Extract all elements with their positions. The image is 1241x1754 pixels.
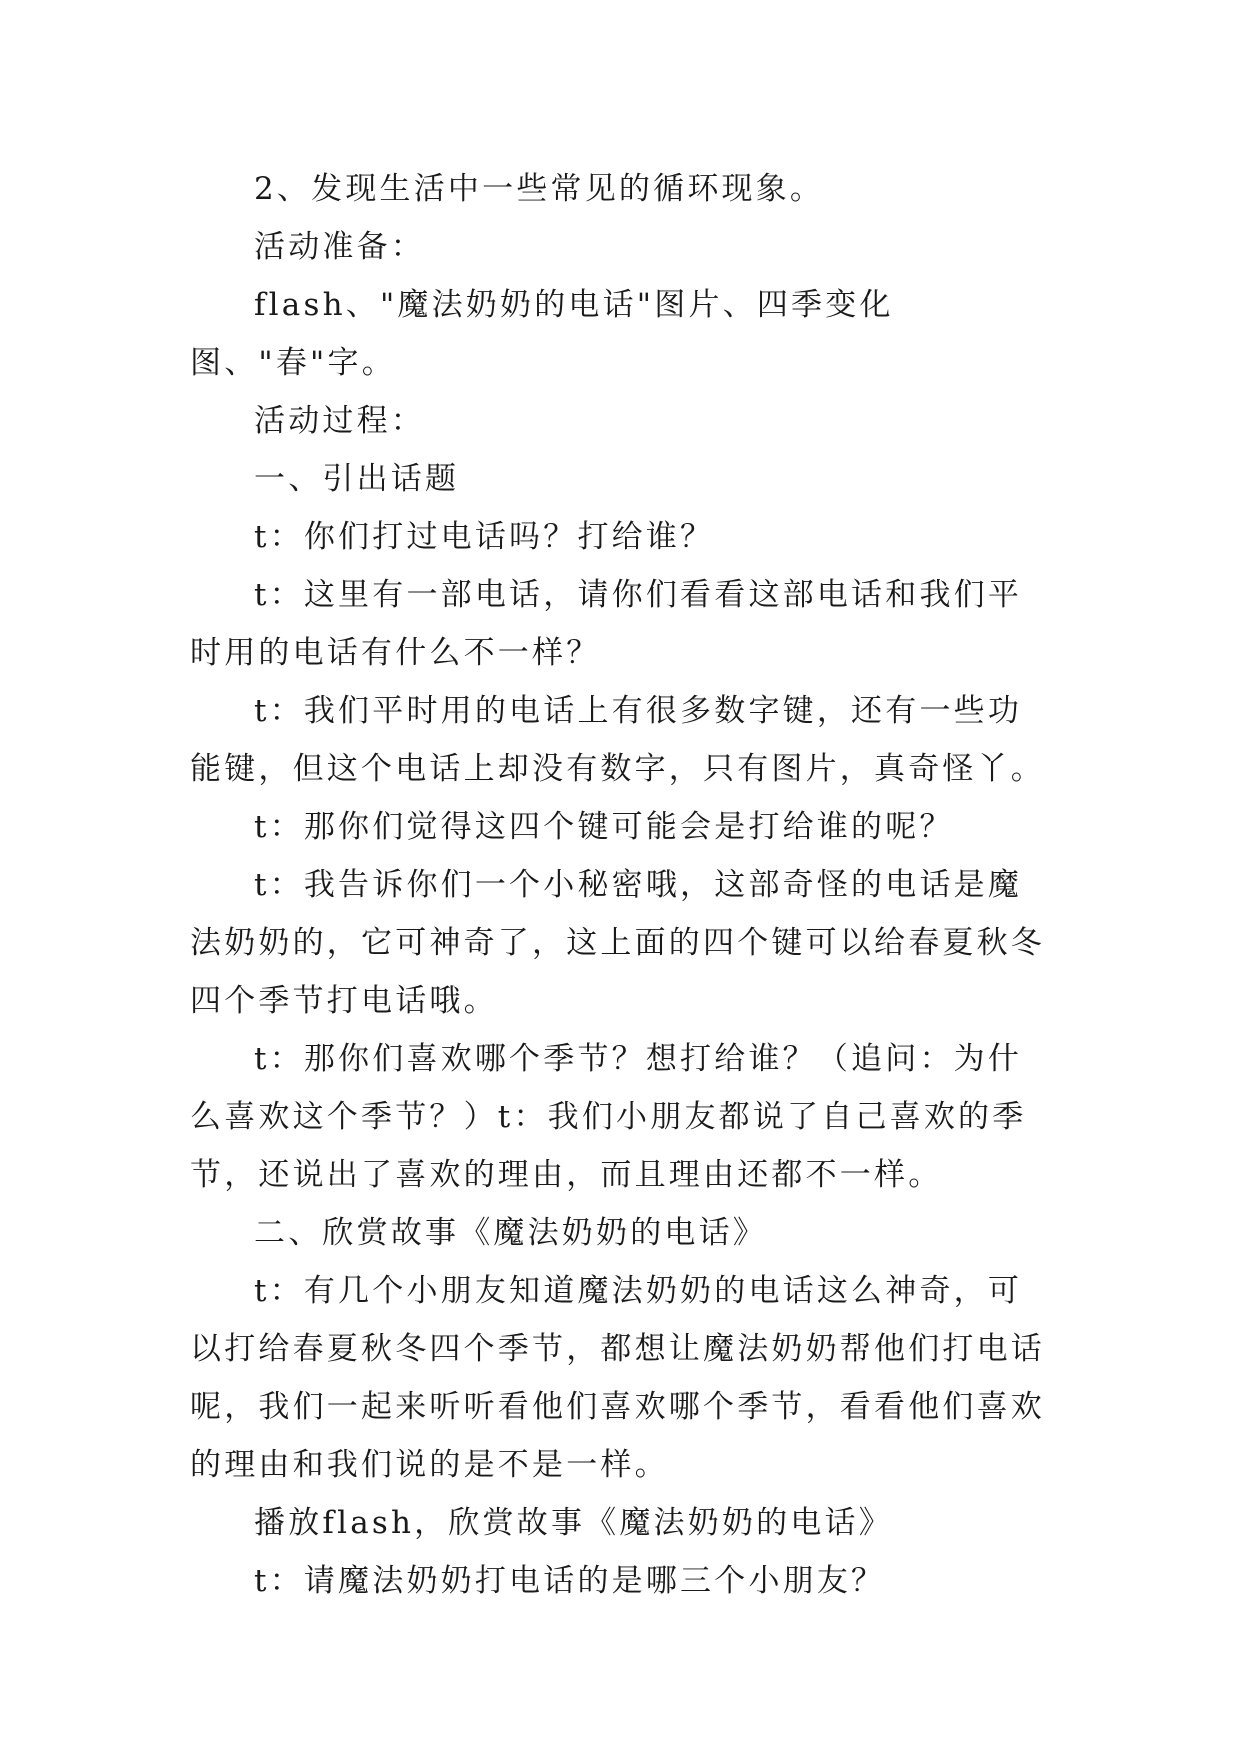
- paragraph-statement-1: t：我们平时用的电话上有很多数字键，还有一些功能键，但这个电话上却没有数字，只有图片，真奇怪丫。: [190, 693, 1045, 787]
- paragraph-section-1-heading: 一、引出话题: [254, 461, 460, 497]
- paragraph-question-3: t：那你们觉得这四个键可能会是打给谁的呢？: [254, 809, 954, 845]
- paragraph-preparation-heading: 活动准备：: [254, 229, 425, 265]
- paragraph-statement-2: t：我告诉你们一个小秘密哦，这部奇怪的电话是魔法奶奶的，它可神奇了，这上面的四个键可以给春夏秋冬四个季节打电话哦。: [190, 867, 1045, 1019]
- paragraph-section-2-heading: 二、欣赏故事《魔法奶奶的电话》: [254, 1215, 767, 1251]
- paragraph-play-flash: 播放flash，欣赏故事《魔法奶奶的电话》: [254, 1505, 893, 1541]
- paragraph-process-heading: 活动过程：: [254, 403, 425, 439]
- paragraph-goal-2: 2、发现生活中一些常见的循环现象。: [254, 171, 825, 207]
- paragraph-question-5: t：请魔法奶奶打电话的是哪三个小朋友？: [254, 1563, 886, 1599]
- paragraph-question-2: t：这里有一部电话，请你们看看这部电话和我们平时用的电话有什么不一样？: [190, 577, 1023, 671]
- paragraph-question-4: t：那你们喜欢哪个季节？想打给谁？（追问：为什么喜欢这个季节？）t：我们小朋友都说了自己喜欢的季节，还说出了喜欢的理由，而且理由还都不一样。: [190, 1041, 1027, 1193]
- paragraph-statement-3: t：有几个小朋友知道魔法奶奶的电话这么神奇，可以打给春夏秋冬四个季节，都想让魔法奶奶帮他们打电话呢，我们一起来听听看他们喜欢哪个季节，看看他们喜欢的理由和我们说的是不是一样。: [190, 1273, 1045, 1483]
- document-body: [190, 160, 1050, 1610]
- paragraph-preparation-materials: flash、"魔法奶奶的电话"图片、四季变化图、"春"字。: [190, 287, 894, 381]
- paragraph-question-1: t：你们打过电话吗？打给谁？: [254, 519, 715, 555]
